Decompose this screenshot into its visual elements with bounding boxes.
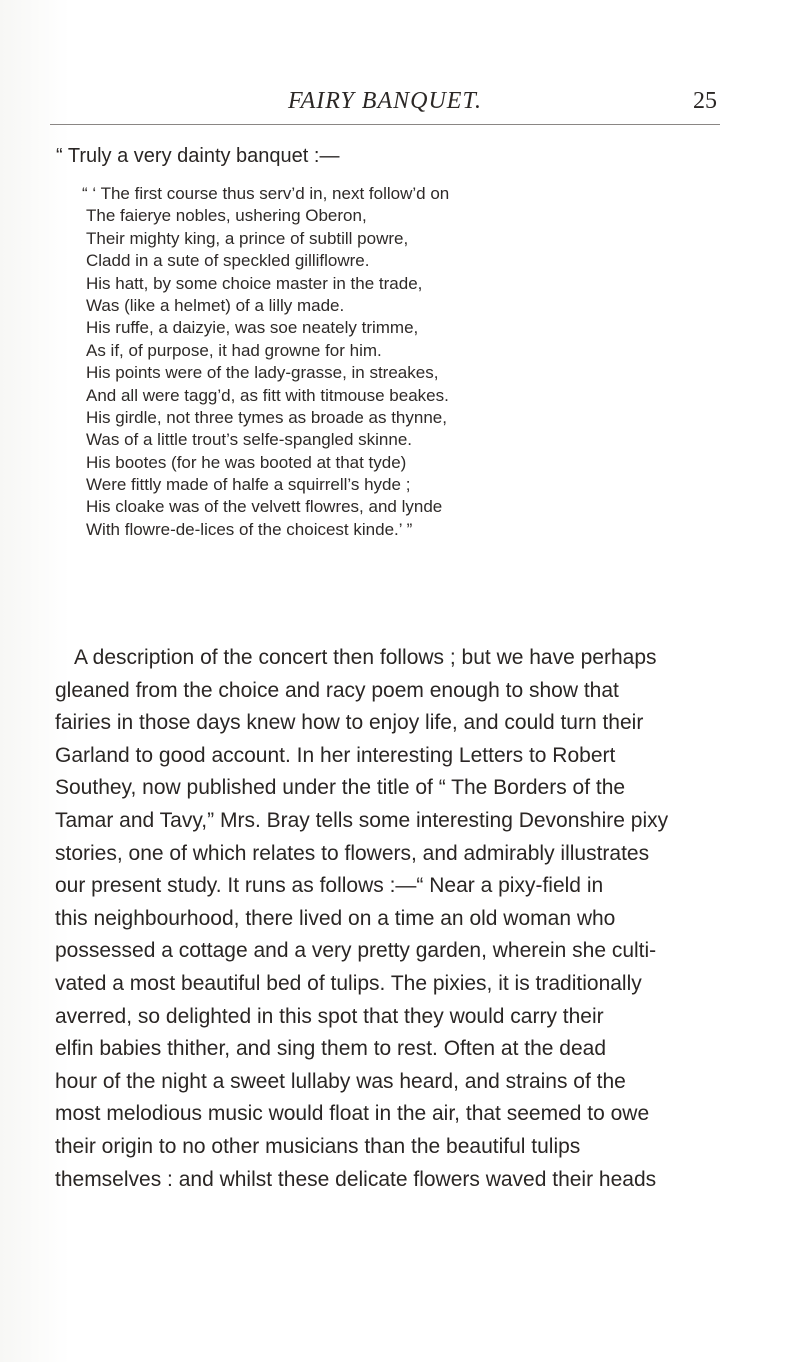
poem-line: Were fittly made of halfe a squirrell’s hyde ; — [86, 475, 411, 495]
prose-line: our present study. It runs as follows :—“ Near a pixy-field in — [55, 874, 604, 898]
poem-line: Their mighty king, a prince of subtill powre, — [86, 228, 409, 248]
prose-line: themselves : and whilst these delicate flowers waved their heads — [55, 1167, 657, 1191]
running-head: FAIRY BANQUET. — [288, 88, 483, 114]
poem-line: And all were tagg’d, as fitt with titmouse beakes. — [86, 385, 449, 405]
poem-line: His hatt, by some choice master in the trade, — [86, 273, 423, 293]
prose-line: this neighbourhood, there lived on a time an old woman who — [55, 906, 616, 930]
poem-line: Cladd in a sute of speckled gilliflowre. — [86, 251, 370, 271]
poem-line: As if, of purpose, it had growne for him. — [86, 340, 382, 360]
prose-line: elfin babies thither, and sing them to rest. Often at the dead — [55, 1037, 607, 1061]
prose-line: hour of the night a sweet lullaby was heard, and strains of the — [55, 1069, 626, 1093]
body-paragraph — [55, 642, 668, 1196]
poem-line: With flowre-de-lices of the choicest kinde.’ ” — [86, 519, 413, 539]
prose-line: averred, so delighted in this spot that they would carry their — [55, 1004, 604, 1028]
prose-line: their origin to no other musicians than the beautiful tulips — [55, 1134, 581, 1158]
prose-line: most melodious music would float in the air, that seemed to owe — [55, 1102, 650, 1126]
prose-line: vated a most beautiful bed of tulips. The pixies, it is traditionally — [55, 971, 642, 995]
poem-line: His cloake was of the velvett flowres, and lynde — [86, 497, 443, 517]
poem-line: His girdle, not three tymes as broade as thynne, — [86, 407, 447, 427]
prose-line: gleaned from the choice and racy poem enough to show that — [55, 678, 619, 702]
poem-line: The faierye nobles, ushering Oberon, — [86, 206, 367, 226]
poem-line: His points were of the lady-grasse, in streakes, — [86, 363, 439, 383]
prose-line: possessed a cottage and a very pretty garden, wherein she culti- — [55, 939, 657, 963]
prose-line: fairies in those days knew how to enjoy life, and could turn their — [55, 711, 644, 735]
page-number: 25 — [693, 88, 717, 114]
poem-line: Was (like a helmet) of a lilly made. — [86, 295, 345, 315]
poem-quotation — [82, 183, 450, 541]
poem-line: “ ‘ The first course thus serv’d in, next follow’d on — [82, 184, 450, 203]
poem-line: His bootes (for he was booted at that tyde) — [86, 452, 407, 472]
header-rule — [50, 124, 720, 125]
poem-line: Was of a little trout’s selfe-spangled skinne. — [86, 430, 412, 450]
prose-line: Garland to good account. In her interesting Letters to Robert — [55, 743, 616, 767]
poem-line: His ruffe, a daizyie, was soe neately trimme, — [86, 318, 419, 338]
prose-line: stories, one of which relates to flowers, and admirably illustrates — [55, 841, 650, 865]
prose-line: Tamar and Tavy,” Mrs. Bray tells some interesting Devonshire pixy — [55, 808, 669, 832]
prose-line: Southey, now published under the title of “ The Borders of the — [55, 776, 626, 800]
intro-line: “ Truly a very dainty banquet :— — [56, 145, 340, 167]
prose-line: A description of the concert then follows ; but we have perhaps — [74, 646, 657, 669]
